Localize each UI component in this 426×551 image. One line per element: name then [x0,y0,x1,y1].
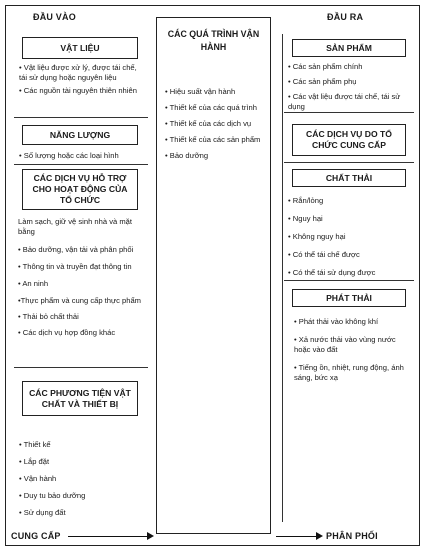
list-item: • Sử dụng đất [19,508,66,517]
list-item: • Các dịch vụ hợp đồng khác [18,327,116,337]
list-item: •Thực phẩm và cung cấp thực phẩm [18,295,141,305]
outputs-header: ĐẦU RA [327,12,364,22]
list-item: • Xả nước thải vào vùng nước hoặc vào đất [294,335,396,354]
divider [14,117,148,118]
distribution-label: PHÂN PHỐI [326,531,378,541]
emissions-title: PHÁT THẢI [326,292,372,303]
list-item: • Có thể tái sử dụng được [288,268,376,277]
list-item: • Thông tin và truyền đạt thông tin [18,262,132,272]
waste-box [292,169,406,187]
divider [284,162,414,163]
list-item: • Thiết kế của các quá trình [165,103,258,112]
materials-list [19,63,144,99]
list-item: • Bảo dưỡng, vận tải và phân phối [18,244,134,254]
facilities-list [19,440,144,523]
list-item: • Nguy hại [288,214,323,223]
support-services-title: CÁC DỊCH VỤ HỖ TRỢ CHO HOẠT ĐỘNG CỦA TỔ CHỨC [32,173,128,205]
flow-arrow-right-icon [316,532,323,540]
right-column-border [282,34,283,522]
list-item: • Thiết kế của các dịch vụ [165,119,252,128]
list-item: • Các nguồn tài nguyên thiên nhiên [19,86,137,95]
list-item: Làm sạch, giữ vệ sinh nhà và mặt bằng [18,217,132,236]
list-item: • Rắn/lỏng [288,196,324,205]
flow-line-left [68,536,149,537]
list-item: • Bảo dưỡng [165,151,209,160]
list-item: • Phát thải vào không khí [294,317,379,326]
products-title: SẢN PHẨM [326,42,372,53]
facilities-title: CÁC PHƯƠNG TIỆN VẬT CHẤT VÀ THIẾT BỊ [29,387,131,409]
flow-arrow-left-icon [147,532,154,540]
list-item: • Các vật liệu được tái chế, tái sử dụng [288,92,401,111]
supply-label: CUNG CẤP [11,531,61,541]
products-box [292,39,406,57]
list-item: • Lắp đặt [19,457,50,466]
list-item: • Tiếng ồn, nhiệt, rung động, ánh sáng, bức xạ [294,363,404,382]
list-item: • Số lượng hoặc các loại hình [19,151,119,160]
org-services-box [292,124,406,156]
materials-title: VẬT LIỆU [60,42,100,53]
list-item: • Có thể tái chế được [288,250,360,259]
support-services-list [18,217,146,342]
emissions-list [294,317,414,388]
list-item: • An ninh [18,279,49,289]
energy-box [22,125,138,145]
list-item: • Vật liệu được xử lý, được tái chế, tái sử dụng hoặc nguyên liệu [19,63,137,82]
divider [14,367,148,368]
operations-title: CÁC QUÁ TRÌNH VẬN HÀNH [167,29,260,52]
facilities-box [22,381,138,416]
list-item: • Vận hành [19,474,57,483]
list-item: • Thiết kế [19,440,51,449]
energy-title: NĂNG LƯỢNG [49,129,111,140]
products-list [288,62,416,117]
list-item: • Hiệu suất vận hành [165,87,236,96]
waste-list [288,196,414,283]
support-services-box [22,169,138,210]
divider [284,112,414,113]
waste-title: CHẤT THẢI [325,172,373,183]
flow-line-right [276,536,316,537]
org-services-title: CÁC DỊCH VỤ DO TỔ CHỨC CUNG CẤP [306,129,392,150]
inputs-header: ĐẦU VÀO [33,12,76,22]
materials-box [22,37,138,59]
list-item: • Không nguy hại [288,232,346,241]
list-item: • Duy tu bảo dưỡng [19,491,86,500]
divider [284,280,414,281]
list-item: • Các sản phẩm chính [288,62,363,71]
list-item: • Các sản phẩm phụ [288,77,357,86]
operations-list [165,87,269,166]
divider [14,164,148,165]
list-item: • Thiết kế của các sản phẩm [165,135,261,144]
emissions-box [292,289,406,307]
list-item: • Thải bỏ chất thải [18,311,79,321]
